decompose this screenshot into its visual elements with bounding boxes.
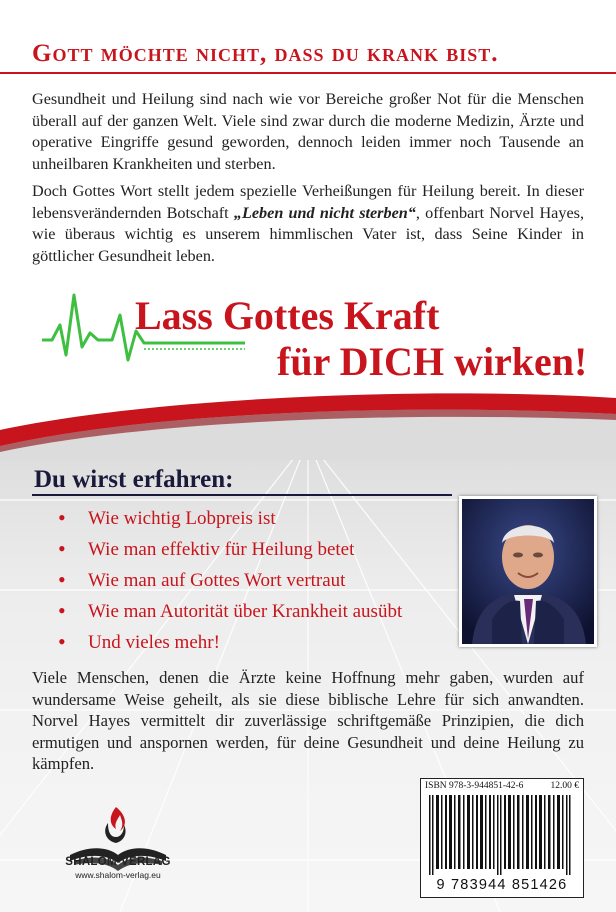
barcode-number: 9 783944 851426	[436, 877, 568, 893]
list-item: • Wie wichtig Lobpreis ist	[58, 507, 402, 538]
publisher-name: SHALOM-VERLAG	[65, 856, 171, 868]
testimony-paragraph: Viele Menschen, denen die Ärzte keine Hoffnung mehr gaben, wurden auf wundersame Weise geheilt, als sie diese biblische Lehre für sich anwandten. Norvel Hayes vermittelt dir zuverlässige schriftgemäße Prinzipien, die dich ermutigen und anspornen werden, für deine Gesundheit und deine Heilung zu kämpfen.	[32, 668, 584, 773]
subheading: Du wirst erfahren:	[34, 466, 234, 493]
list-item: • Und vieles mehr!	[58, 631, 402, 662]
cover-heading: Gott möchte nicht, dass du krank bist.	[32, 40, 499, 67]
red-swoosh-decoration	[0, 380, 616, 460]
slogan-line-1: Lass Gottes Kraft	[135, 293, 440, 338]
intro-paragraph: Gesundheit und Heilung sind nach wie vor Bereiche großer Not für die Menschen überall auf der ganzen Welt. Viele sind zwar durch die moderne Medizin, Ärzte und operative Eingriffe gesund geworden, dennoch leiden immer noch Tausende an unheilbaren Krankheiten und sterben.	[32, 90, 584, 173]
list-item: • Wie man effektiv für Heilung betet	[58, 538, 402, 569]
isbn-number: ISBN 978-3-944851-42-6	[425, 781, 524, 791]
message-paragraph-start: Doch Gottes Wort stellt jedem spezielle Verheißungen für Heilung bereit. In dieser lebensverändernden Botschaft	[32, 182, 584, 222]
barcode-label	[420, 778, 584, 898]
publisher-url: www.shalom-verlag.eu	[75, 870, 161, 880]
price-label: 12.00 €	[550, 781, 579, 791]
barcode-icon	[427, 795, 577, 875]
list-item: • Wie man Autorität über Krankheit ausübt	[58, 600, 402, 631]
heading-divider	[0, 72, 616, 74]
message-paragraph	[32, 181, 584, 267]
author-photo	[459, 496, 597, 647]
book-title-quote: „Leben und nicht sterben“	[233, 203, 416, 222]
benefits-list	[58, 507, 402, 662]
subheading-divider	[32, 494, 452, 496]
slogan-line-2: für DICH wirken!	[277, 339, 588, 384]
list-item: • Wie man auf Gottes Wort vertraut	[58, 569, 402, 600]
message-paragraph-end: , offenbart Norvel Hayes, wie überaus wichtig es unserem himmlischen Vater ist, dass Seine Kinder in göttlicher Gesundheit leben.	[32, 203, 584, 265]
